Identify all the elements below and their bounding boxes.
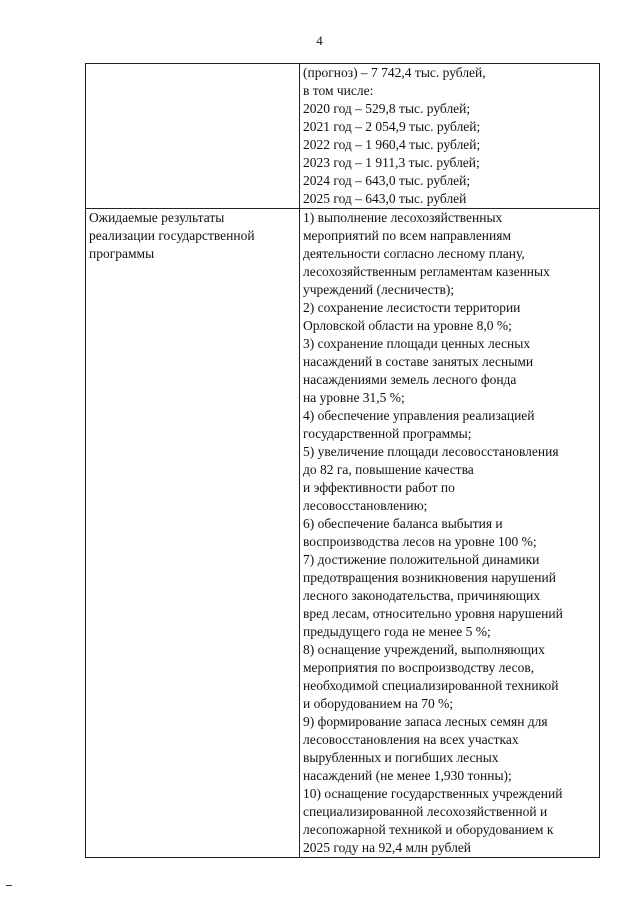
result-line: 1) выполнение лесохозяйственных <box>303 210 503 225</box>
heading-line: программы <box>89 246 155 261</box>
page-number: 4 <box>316 33 323 48</box>
expected-results-heading-cell <box>86 209 300 858</box>
result-line: лесного законодательства, причиняющих <box>303 588 541 603</box>
funding-line: в том числе: <box>303 83 374 98</box>
result-line: до 82 га, повышение качества <box>303 462 474 477</box>
result-line: мероприятия по воспроизводству лесов, <box>303 660 535 675</box>
funding-line: 2020 год – 529,8 тыс. рублей; <box>303 101 471 116</box>
result-line: предыдущего года не менее 5 %; <box>303 624 491 639</box>
result-line: 2) сохранение лесистости территории <box>303 300 521 315</box>
program-table <box>85 63 600 858</box>
heading-line: Ожидаемые результаты <box>89 210 225 225</box>
funding-line: 2024 год – 643,0 тыс. рублей; <box>303 173 471 188</box>
table-row <box>86 64 600 209</box>
result-line: учреждений (лесничеств); <box>303 282 455 297</box>
funding-line: 2025 год – 643,0 тыс. рублей <box>303 191 467 206</box>
result-line: воспроизводства лесов на уровне 100 %; <box>303 534 537 549</box>
result-line: необходимой специализированной техникой <box>303 678 559 693</box>
funding-line: 2022 год – 1 960,4 тыс. рублей; <box>303 137 481 152</box>
result-line: лесовосстановления на всех участках <box>303 732 519 747</box>
result-line: 6) обеспечение баланса выбытия и <box>303 516 503 531</box>
result-line: Орловской области на уровне 8,0 %; <box>303 318 512 333</box>
funding-line: 2023 год – 1 911,3 тыс. рублей; <box>303 155 480 170</box>
result-line: 7) достижение положительной динамики <box>303 552 540 567</box>
result-line: насаждений в составе занятых лесными <box>303 354 534 369</box>
result-line: 10) оснащение государственных учреждений <box>303 786 563 801</box>
result-line: предотвращения возникновения нарушений <box>303 570 556 585</box>
funding-line: 2021 год – 2 054,9 тыс. рублей; <box>303 119 481 134</box>
expected-results-cell <box>300 209 600 858</box>
funding-line: (прогноз) – 7 742,4 тыс. рублей, <box>303 65 486 80</box>
result-line: вырубленных и погибших лесных <box>303 750 499 765</box>
result-line: лесовосстановлению; <box>303 498 428 513</box>
result-line: 4) обеспечение управления реализацией <box>303 408 535 423</box>
result-line: на уровне 31,5 %; <box>303 390 405 405</box>
result-line: 8) оснащение учреждений, выполняющих <box>303 642 545 657</box>
result-line: насаждениями земель лесного фонда <box>303 372 517 387</box>
result-line: мероприятий по всем направлениям <box>303 228 512 243</box>
result-line: лесохозяйственным регламентам казенных <box>303 264 550 279</box>
result-line: вред лесам, относительно уровня нарушений <box>303 606 563 621</box>
margin-mark <box>6 885 12 886</box>
result-line: 9) формирование запаса лесных семян для <box>303 714 548 729</box>
table-cell-empty <box>86 64 300 209</box>
result-line: 3) сохранение площади ценных лесных <box>303 336 531 351</box>
result-line: 5) увеличение площади лесовосстановления <box>303 444 559 459</box>
result-line: лесопожарной техникой и оборудованием к <box>303 822 554 837</box>
result-line: специализированной лесохозяйственной и <box>303 804 548 819</box>
funding-cell <box>300 64 600 209</box>
result-line: насаждений (не менее 1,930 тонны); <box>303 768 512 783</box>
heading-line: реализации государственной <box>89 228 255 243</box>
table-row <box>86 209 600 858</box>
result-line: и эффективности работ по <box>303 480 455 495</box>
result-line: 2025 году на 92,4 млн рублей <box>303 840 472 855</box>
result-line: и оборудованием на 70 %; <box>303 696 454 711</box>
result-line: государственной программы; <box>303 426 472 441</box>
result-line: деятельности согласно лесному плану, <box>303 246 525 261</box>
